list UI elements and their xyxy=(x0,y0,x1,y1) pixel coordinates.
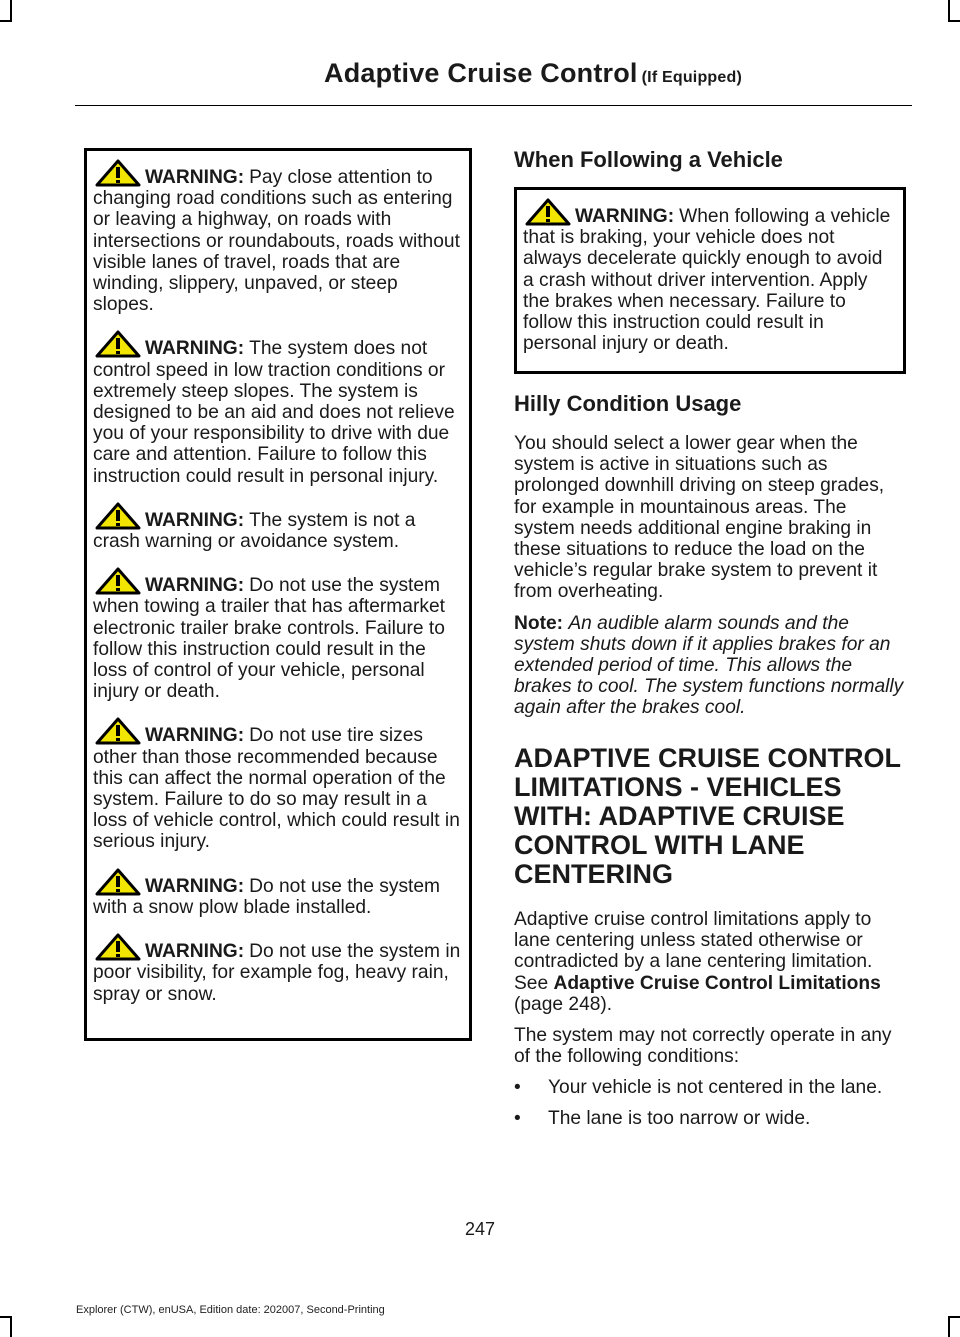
warning-label: WARNING: xyxy=(145,725,245,747)
warning-triangle-icon xyxy=(95,159,141,187)
warning-triangle-icon xyxy=(95,868,141,896)
crop-mark xyxy=(948,20,960,22)
bullet-marker: • xyxy=(514,1107,521,1129)
warning-triangle-icon xyxy=(95,717,141,745)
warning-text: Do not use the system with a snow plow blade installed. xyxy=(93,875,441,918)
crop-mark xyxy=(10,1317,12,1337)
hilly-heading: Hilly Condition Usage xyxy=(514,391,742,416)
bullet-marker: • xyxy=(514,1077,521,1099)
header-title-text: Adaptive Cruise Control xyxy=(324,58,638,88)
warning-item xyxy=(523,198,897,354)
crop-mark xyxy=(948,1316,960,1318)
cross-reference-link[interactable]: Adaptive Cruise Control Limitations xyxy=(553,972,881,994)
limitations-intro xyxy=(514,909,908,1015)
warning-text: Do not use the system in poor visibility, for example fog, heavy rain, spray or snow. xyxy=(93,941,461,1005)
crop-mark xyxy=(10,0,12,20)
warning-text: Do not use the system when towing a trailer that has aftermarket electronic trailer brake controls. Failure to follow this instruction could result in the loss of control of your vehicle, personal injury or death. xyxy=(93,575,445,703)
hilly-section xyxy=(514,391,908,719)
warning-label: WARNING: xyxy=(575,206,675,227)
hilly-body: You should select a lower gear when the system is active in situations such as prolonged downhill driving on steep grades, for example in mountainous areas. The system needs additional engine braking in these situations to reduce the load on the vehicle’s regular brake system to prevent it from overheating. xyxy=(514,433,885,603)
warning-item xyxy=(93,933,463,1005)
crop-mark xyxy=(948,1317,950,1337)
following-heading: When Following a Vehicle xyxy=(514,147,783,172)
warning-text: When following a vehicle that is braking, your vehicle does not always decelerate quickly enough to avoid a crash without driver intervention. Apply the brakes when necessary. Failure to follow this instruction could result in personal injury or death. xyxy=(523,206,891,355)
heading-line: CENTERING xyxy=(514,859,674,889)
limitations-section xyxy=(514,744,908,1129)
conditions-list xyxy=(514,1077,908,1128)
list-item xyxy=(514,1077,908,1098)
warning-label: WARNING: xyxy=(145,875,245,897)
warning-text: Do not use tire sizes other than those recommended because this can affect the normal operation of the system. Failure to do so may result in a loss of vehicle control, which could result in serious injury. xyxy=(93,725,460,853)
warning-label: WARNING: xyxy=(145,941,245,963)
note-text: An audible alarm sounds and the system shuts down if it applies brakes for an extended period of time. This allows the brakes to cool. The system functions normally again after the brakes cool. xyxy=(514,612,904,719)
limitations-heading xyxy=(514,744,908,889)
warning-label: WARNING: xyxy=(145,338,245,360)
following-warning-box xyxy=(514,187,906,374)
crop-mark xyxy=(948,0,950,20)
warning-item xyxy=(93,330,463,486)
warning-item xyxy=(93,717,463,852)
crop-mark xyxy=(0,1316,12,1318)
cross-reference-page: (page 248). xyxy=(514,993,613,1015)
header-subtitle: (If Equipped) xyxy=(641,69,742,86)
crop-mark xyxy=(0,20,12,22)
list-item-text: Your vehicle is not centered in the lane. xyxy=(548,1077,883,1099)
warning-label: WARNING: xyxy=(145,575,245,597)
warning-text: Pay close attention to changing road conditions such as entering or leaving a highway, on roads with intersections or roundabouts, roads without visible lanes of travel, roads that are winding, slippery, unpaved, or steep slopes. xyxy=(93,167,460,316)
left-warnings-box xyxy=(84,148,472,1041)
warning-item xyxy=(93,868,463,918)
warning-triangle-icon xyxy=(95,567,141,595)
warning-triangle-icon xyxy=(95,502,141,530)
warning-item xyxy=(93,159,463,315)
warning-triangle-icon xyxy=(525,198,571,226)
warning-triangle-icon xyxy=(95,330,141,358)
heading-line: ADAPTIVE CRUISE CONTROL xyxy=(514,743,902,773)
warnings-list xyxy=(93,159,463,1005)
page-header-title xyxy=(324,58,742,89)
page-number: 247 xyxy=(464,1219,496,1239)
warning-text: The system does not control speed in low traction conditions or extremely steep slopes. The system is designed to be an aid and does not relieve you of your responsibility to drive with due care and attention. Failure to follow this instruction could result in personal injury. xyxy=(93,338,455,487)
warning-text: The system is not a crash warning or avoidance system. xyxy=(93,509,416,553)
intro-text: Adaptive cruise control limitations apply to lane centering unless stated otherwise or contradicted by a lane centering limitation. See xyxy=(514,909,873,994)
heading-line: CONTROL WITH LANE xyxy=(514,830,805,860)
footer-edition: Explorer (CTW), enUSA, Edition date: 202007, Second-Printing xyxy=(76,1304,385,1316)
heading-line: LIMITATIONS - VEHICLES xyxy=(514,772,842,802)
warning-triangle-icon xyxy=(95,933,141,961)
warning-label: WARNING: xyxy=(145,167,245,188)
warning-item xyxy=(93,567,463,702)
warning-item xyxy=(93,502,463,552)
warning-label: WARNING: xyxy=(145,509,245,531)
right-column xyxy=(514,147,908,173)
list-item xyxy=(514,1108,908,1129)
hilly-note xyxy=(514,613,908,719)
heading-line: WITH: ADAPTIVE CRUISE xyxy=(514,801,845,831)
conditions-intro: The system may not correctly operate in any of the following conditions: xyxy=(514,1025,892,1068)
list-item-text: The lane is too narrow or wide. xyxy=(548,1107,811,1129)
note-label: Note: xyxy=(514,612,564,634)
header-divider xyxy=(75,105,912,106)
